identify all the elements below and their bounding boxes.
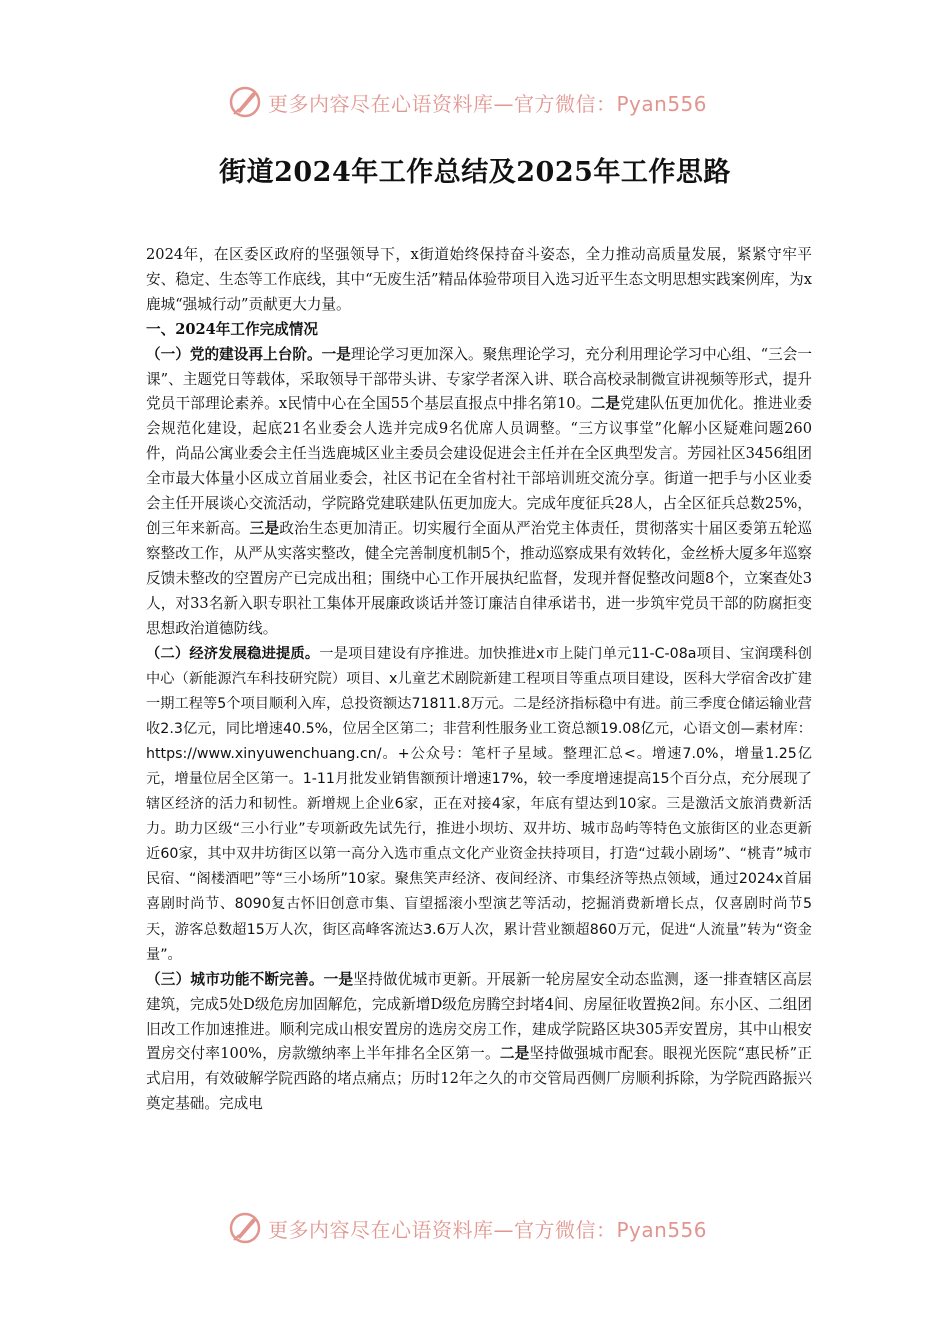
document-title: 街道2024年工作总结及2025年工作思路 [219,157,731,188]
watermark-banner-top [228,84,728,120]
subheading: （一）党的建设再上台阶。 [146,345,322,363]
document-body [146,243,812,1117]
paragraph-text: 一是项目建设有序推进。加快推进x市上陡门单元11-C-08a项目、宝润璞科创中心（新能源汽车科技研究院）项目、x儿童艺术剧院新建工程项目等重点项目建设，医科大学宿舍改扩建一期工程等5个项目顺利入库，总投资额达71811.8万元。二是经济指标稳中有进。前三季度仓储运输业营收2.3亿元，同比增速40.5%，位居全区第二；非营利性服务业工资总额19.08亿元，心语文创—素材库：https://www.xinyuwenchuang.cn/。+公众号：笔杆子星域。整理汇总<。增速7.0%，增量1.25亿元，增量位居全区第一。1-11月批发业销售额预计增速17%，较一季度增速提高15个百分点，充分展现了辖区经济的活力和韧性。新增规上企业6家，正在对接4家，年底有望达到10家。三是激活文旅消费新活力。助力区级“三小行业”专项新政先试先行，推进小坝坊、双井坊、城市岛屿等特色文旅街区的业态更新近60家，其中双井坊街区以第一高分入选市重点文化产业资金扶持项目，打造“过载小剧场”、“桃青”城市民宿、“阁楼酒吧”等“三小场所”10家。聚焦笑声经济、夜间经济、市集经济等热点领域，通过2024x首届喜剧时尚节、8090复古怀旧创意市集、盲望摇滚小型演艺等活动，挖掘消费新增长点，仅喜剧时尚节5天，游客总数超15万人次，街区高峰客流达3.6万人次，累计营业额超860万元，促进“人流量”转为“资金量”。 [146,645,812,963]
paragraph-text: 党建队伍更加优化。推进业委会规范化建设，起底21名业委会人选并完成9名优席人员调整。“三方议事堂”化解小区疑难问题260件，尚品公寓业委会主任当选鹿城区业主委员会建设促进会主任并在全区典型发言。芳园社区3456组团全市最大体量小区成立首届业委会，社区书记在全省村社干部培训班交流分享。街道一把手与小区业委会主任开展谈心交流活动，学院路党建联建队伍更加庞大。完成年度征兵28人，占全区征兵总数25%，创三年来新高。 [146,395,812,537]
section-heading: 一、2024年工作完成情况 [146,320,318,338]
ordinal-label: 二是 [499,1045,530,1063]
quill-pen-icon [228,85,262,119]
ordinal-label: 三是 [249,519,280,537]
party-building-paragraph [146,343,812,642]
watermark-banner-bottom [228,1210,728,1246]
subheading: （二）经济发展稳进提质。 [146,645,320,662]
subheading: （三）城市功能不断完善。 [146,970,324,988]
paragraph-text: 坚持做强城市配套。眼视光医院“惠民桥”正式启用，有效破解学院西路的堵点痛点；历时12年之久的市交管局西侧厂房顺利拆除，为学院西路振兴奠定基础。完成电 [146,1045,812,1113]
ordinal-label: 一是 [323,970,354,988]
paragraph-text: 坚持做优城市更新。开展新一轮房屋安全动态监测，逐一排查辖区高层建筑，完成5处D级危房加固解危，完成新增D级危房腾空封堵4间、房屋征收置换2间。东小区、二组团旧改工作加速推进。顺利完成山根安置房的选房交房工作，建成学院路区块305弄安置房，其中山根安置房交付率100%，房款缴纳率上半年排名全区第一。 [146,970,812,1063]
banner-text: 更多内容尽在心语资料库—官方微信：Pyan556 [268,1217,708,1242]
banner-text: 更多内容尽在心语资料库—官方微信：Pyan556 [268,91,708,116]
paragraph-text: 政治生态更加清正。切实履行全面从严治党主体责任，贯彻落实十届区委第五轮巡察整改工作，从严从实落实整改，健全完善制度机制5个，推动巡察成果有效转化，金丝桥大厦多年巡察反馈未整改的空置房产已完成出租；围绕中心工作开展执纪监督，发现并督促整改问题8个，立案查处3人，对33名新入职专职社工集体开展廉政谈话并签订廉洁自律承诺书，进一步筑牢党员干部的防腐拒变思想政治道德防线。 [146,519,813,637]
economy-paragraph [146,642,812,968]
quill-pen-icon [228,1211,262,1245]
city-function-paragraph [146,968,812,1117]
intro-paragraph: 2024年，在区委区政府的坚强领导下，x街道始终保持奋斗姿态，全力推动高质量发展，紧紧守牢平安、稳定、生态等工作底线，其中“无废生活”精品体验带项目入选习近平生态文明思想实践案例库，为x鹿城“强城行动”贡献更大力量。 [146,246,812,313]
paragraph-text: 理论学习更加深入。聚焦理论学习，充分利用理论学习中心组、“三会一课”、主题党日等载体，采取领导干部带头讲、专家学者深入讲、联合高校录制微宣讲视频等形式，提升党员干部理论素养。x民情中心在全国55个基层直报点中排名第10。 [146,345,812,413]
ordinal-label: 二是 [590,395,621,413]
ordinal-label: 一是 [321,345,351,363]
